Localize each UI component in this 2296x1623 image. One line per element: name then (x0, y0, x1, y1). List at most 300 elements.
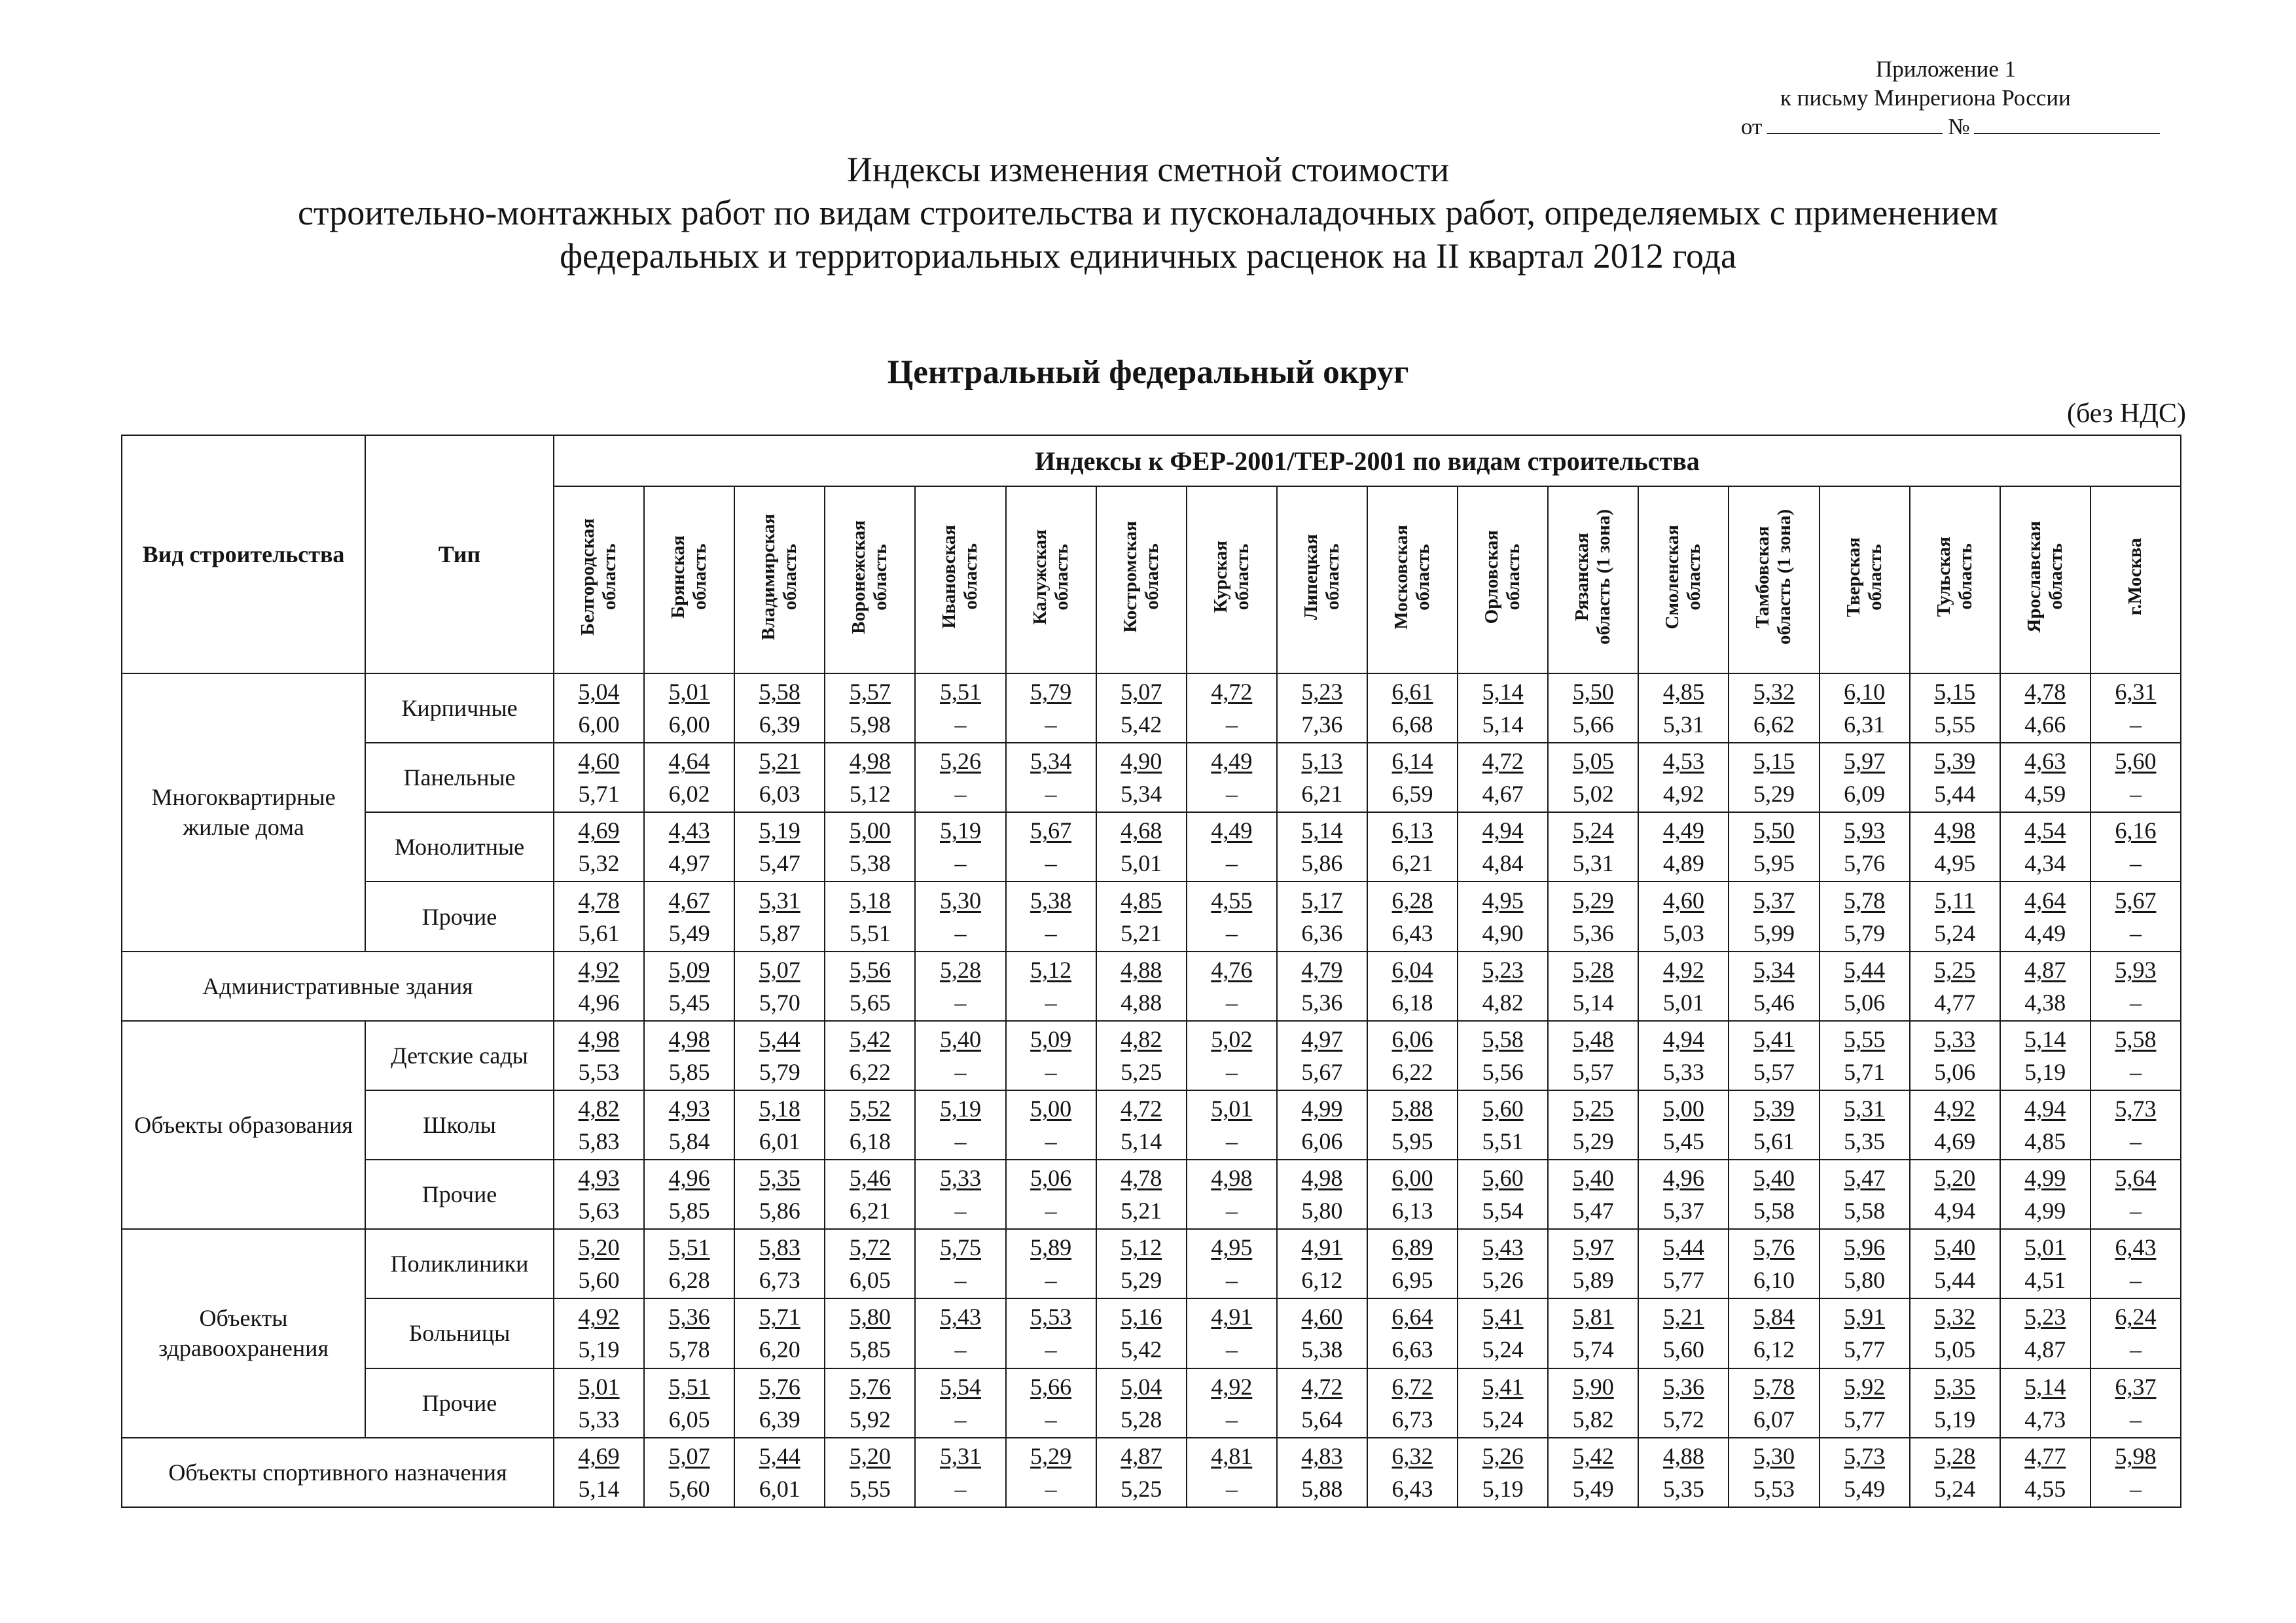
index-cell (825, 673, 915, 743)
table-row (122, 1021, 2181, 1090)
index-value-top: 5,39 (1753, 1096, 1795, 1122)
index-cell (1910, 952, 2000, 1021)
index-cell (1006, 1438, 1096, 1507)
index-value-bottom: 6,22 (1391, 1058, 1433, 1085)
index-value-bottom: 5,29 (1121, 1267, 1162, 1294)
index-cell (644, 743, 734, 812)
index-cell (1729, 1229, 1819, 1298)
index-value-bottom: 6,05 (849, 1267, 891, 1294)
index-value-top: 5,14 (2024, 1373, 2066, 1400)
index-value-top: 5,57 (849, 679, 891, 705)
index-value-bottom: 7,36 (1301, 711, 1343, 738)
index-value-bottom: 4,95 (1934, 850, 1976, 877)
index-value-bottom: 5,25 (1121, 1475, 1162, 1502)
index-value-top: 4,88 (1121, 956, 1162, 983)
region-label: Костромская область (1119, 521, 1162, 633)
index-cell (825, 1368, 915, 1438)
index-value-top: 4,72 (1211, 679, 1253, 705)
index-cell (1006, 1368, 1096, 1438)
index-value-top: 5,24 (1572, 817, 1614, 844)
index-value-bottom: 5,58 (1753, 1198, 1795, 1224)
index-value-top: 5,23 (2024, 1304, 2066, 1330)
index-value-bottom: 5,01 (1662, 989, 1704, 1016)
index-value-top: 4,63 (2024, 748, 2066, 775)
index-cell (825, 882, 915, 951)
index-cell (644, 673, 734, 743)
index-value-bottom: 5,92 (849, 1406, 891, 1433)
index-value-bottom: 6,63 (1391, 1336, 1433, 1363)
index-value-bottom: 5,51 (1482, 1128, 1524, 1155)
document-title: Индексы изменения сметной стоимости (846, 150, 1450, 189)
index-value-top: 4,72 (1301, 1373, 1343, 1400)
index-cell (1910, 1229, 2000, 1298)
index-value-top: 5,20 (1934, 1165, 1976, 1192)
index-value-bottom: 6,12 (1301, 1267, 1343, 1294)
index-value-bottom: 4,38 (2024, 989, 2066, 1016)
index-cell (1187, 812, 1277, 882)
index-value-bottom: – (1045, 1267, 1057, 1294)
region-label: Калужская область (1029, 529, 1072, 625)
index-value-top: 5,00 (1662, 1096, 1704, 1122)
index-value-top: 5,13 (1301, 748, 1343, 775)
index-value-bottom: 5,66 (1572, 711, 1614, 738)
index-value-bottom: – (1225, 850, 1238, 877)
index-value-bottom: 6,39 (759, 1406, 800, 1433)
index-value-bottom: – (954, 1267, 967, 1294)
index-cell (1187, 673, 1277, 743)
index-value-bottom: 5,56 (1482, 1058, 1524, 1085)
region-header (1729, 486, 1819, 673)
index-value-bottom: – (1045, 1336, 1057, 1363)
index-cell (644, 882, 734, 951)
index-value-top: 4,91 (1211, 1304, 1253, 1330)
index-value-bottom: 4,73 (2024, 1406, 2066, 1433)
region-label: Ивановская область (939, 525, 982, 629)
index-value-top: 5,06 (1030, 1165, 1072, 1192)
index-value-bottom: 5,47 (1572, 1198, 1614, 1224)
index-value-top: 5,12 (1030, 956, 1072, 983)
index-cell (1729, 1021, 1819, 1090)
index-cell (1910, 1160, 2000, 1229)
index-value-top: 4,98 (668, 1026, 710, 1052)
index-cell (1458, 1021, 1548, 1090)
index-cell (734, 952, 825, 1021)
index-value-top: 5,58 (1482, 1026, 1524, 1052)
index-value-bottom: – (1045, 1475, 1057, 1502)
index-value-top: 5,60 (1482, 1165, 1524, 1192)
index-value-bottom: 5,63 (578, 1198, 620, 1224)
index-cell (1096, 882, 1187, 951)
index-value-bottom: – (1045, 1406, 1057, 1433)
region-label: г.Москва (2125, 538, 2146, 616)
table-row (122, 1229, 2181, 1298)
index-value-top: 5,25 (1934, 956, 1976, 983)
index-cell (2090, 1298, 2181, 1368)
index-cell (915, 1368, 1005, 1438)
index-cell (915, 1298, 1005, 1368)
index-cell (1096, 1090, 1187, 1160)
index-value-top: 4,87 (1121, 1442, 1162, 1469)
region-label: Владимирская область (758, 513, 801, 641)
index-value-bottom: 5,86 (1301, 850, 1343, 877)
index-value-bottom: – (954, 919, 967, 946)
index-value-top: 4,91 (1301, 1234, 1343, 1261)
index-value-top: 4,64 (2024, 887, 2066, 914)
region-header (1910, 486, 2000, 673)
index-value-top: 5,43 (939, 1304, 981, 1330)
index-cell (2090, 743, 2181, 812)
index-value-top: 5,78 (1753, 1373, 1795, 1400)
index-cell (1367, 1229, 1458, 1298)
index-value-top: 4,49 (1662, 817, 1704, 844)
index-cell (1638, 952, 1729, 1021)
index-cell (1458, 1229, 1548, 1298)
index-value-bottom: 6,59 (1391, 781, 1433, 808)
kind-cell: Объекты спортивного назначения (122, 1438, 554, 1507)
index-value-top: 5,76 (1753, 1234, 1795, 1261)
index-cell (1548, 812, 1638, 882)
index-cell (1458, 743, 1548, 812)
index-value-top: 5,28 (1572, 956, 1614, 983)
index-cell (1006, 673, 1096, 743)
index-value-top: 5,42 (1572, 1442, 1614, 1469)
index-value-bottom: 5,57 (1572, 1058, 1614, 1085)
type-header: Тип (365, 435, 554, 673)
index-value-top: 5,09 (668, 956, 710, 983)
index-value-top: 5,40 (1572, 1165, 1614, 1192)
table-row (122, 1298, 2181, 1368)
index-cell (1910, 812, 2000, 882)
index-value-top: 5,14 (1301, 817, 1343, 844)
index-value-bottom: 5,95 (1391, 1128, 1433, 1155)
index-value-bottom: – (1225, 711, 1238, 738)
index-value-bottom: 6,13 (1391, 1198, 1433, 1224)
number-sign: № (1948, 114, 1970, 139)
index-value-bottom: 5,46 (1753, 989, 1795, 1016)
index-value-top: 4,85 (1121, 887, 1162, 914)
index-cell (1006, 952, 1096, 1021)
index-value-top: 5,29 (1572, 887, 1614, 914)
index-value-top: 4,98 (1934, 817, 1976, 844)
index-value-top: 5,29 (1030, 1442, 1072, 1469)
index-value-top: 5,47 (1844, 1165, 1886, 1192)
index-value-top: 5,01 (668, 679, 710, 705)
index-cell (554, 743, 644, 812)
index-value-top: 5,31 (1844, 1096, 1886, 1122)
index-cell (1548, 1298, 1638, 1368)
index-cell (554, 1160, 644, 1229)
index-value-top: 5,48 (1572, 1026, 1614, 1052)
index-value-bottom: 5,88 (1301, 1475, 1343, 1502)
index-value-top: 5,36 (1662, 1373, 1704, 1400)
date-blank (1767, 113, 1943, 134)
index-value-top: 4,83 (1301, 1442, 1343, 1469)
index-cell (825, 1160, 915, 1229)
index-cell (1548, 1160, 1638, 1229)
index-cell (1277, 1298, 1367, 1368)
index-value-bottom: – (2129, 919, 2142, 946)
index-value-top: 5,67 (2115, 887, 2157, 914)
index-cell (1458, 812, 1548, 882)
index-cell (1367, 812, 1458, 882)
index-value-bottom: 5,36 (1301, 989, 1343, 1016)
region-label: Ярославская область (2023, 521, 2066, 633)
index-cell (2090, 1438, 2181, 1507)
index-value-bottom: 5,70 (759, 989, 800, 1016)
kind-cell: Объекты здравоохранения (122, 1229, 365, 1437)
index-value-bottom: 5,33 (1662, 1058, 1704, 1085)
index-cell (1820, 673, 1910, 743)
index-value-bottom: – (2129, 1406, 2142, 1433)
index-cell (1006, 882, 1096, 951)
index-value-bottom: – (954, 1198, 967, 1224)
index-value-top: 5,32 (1753, 679, 1795, 705)
index-value-top: 6,13 (1391, 817, 1433, 844)
index-value-top: 5,90 (1572, 1373, 1614, 1400)
index-value-bottom: 4,96 (578, 989, 620, 1016)
index-value-bottom: 5,95 (1753, 850, 1795, 877)
index-value-top: 5,19 (939, 1096, 981, 1122)
index-cell (1638, 882, 1729, 951)
index-cell (554, 882, 644, 951)
index-value-top: 5,40 (939, 1026, 981, 1052)
index-cell (1638, 1021, 1729, 1090)
index-value-top: 5,51 (668, 1373, 710, 1400)
index-value-bottom: 5,82 (1572, 1406, 1614, 1433)
index-cell (1548, 743, 1638, 812)
index-value-top: 4,43 (668, 817, 710, 844)
index-cell (1187, 1021, 1277, 1090)
index-value-bottom: 6,28 (668, 1267, 710, 1294)
type-cell: Панельные (365, 743, 554, 812)
index-value-bottom: 4,94 (1934, 1198, 1976, 1224)
index-cell (1910, 1090, 2000, 1160)
index-value-bottom: 5,61 (578, 919, 620, 946)
index-cell (1729, 882, 1819, 951)
index-value-top: 5,02 (1211, 1026, 1253, 1052)
region-header (2090, 486, 2181, 673)
index-cell (1277, 952, 1367, 1021)
index-value-bottom: 5,45 (1662, 1128, 1704, 1155)
index-cell (734, 1368, 825, 1438)
index-cell (2000, 1298, 2090, 1368)
index-value-bottom: 6,22 (849, 1058, 891, 1085)
index-value-top: 4,92 (1934, 1096, 1976, 1122)
index-value-bottom: 5,38 (849, 850, 891, 877)
index-cell (1729, 1438, 1819, 1507)
index-value-bottom: 6,09 (1844, 781, 1886, 808)
index-value-top: 5,46 (849, 1165, 891, 1192)
index-value-top: 5,73 (1844, 1442, 1886, 1469)
type-cell: Школы (365, 1090, 554, 1160)
index-value-bottom: – (1045, 850, 1057, 877)
type-cell: Детские сады (365, 1021, 554, 1090)
index-value-bottom: 4,34 (2024, 850, 2066, 877)
index-value-bottom: 5,78 (668, 1336, 710, 1363)
region-label: Тамбовская область (1 зона) (1752, 508, 1795, 645)
index-cell (2090, 673, 2181, 743)
index-value-bottom: 5,99 (1753, 919, 1795, 946)
index-cell (2000, 743, 2090, 812)
index-cell (1548, 1229, 1638, 1298)
index-cell (1006, 1021, 1096, 1090)
type-cell: Больницы (365, 1298, 554, 1368)
index-value-bottom: 5,58 (1844, 1198, 1886, 1224)
index-cell (1638, 673, 1729, 743)
index-value-top: 5,78 (1844, 887, 1886, 914)
index-value-bottom: 5,36 (1572, 919, 1614, 946)
index-value-bottom: 5,79 (1844, 919, 1886, 946)
index-value-top: 4,60 (578, 748, 620, 775)
index-value-top: 5,23 (1482, 956, 1524, 983)
region-label: Воронежская область (848, 520, 891, 634)
index-cell (1187, 1090, 1277, 1160)
index-cell (1096, 1368, 1187, 1438)
index-value-bottom: 5,51 (849, 919, 891, 946)
index-value-bottom: 5,55 (849, 1475, 891, 1502)
appendix-date-line (1741, 113, 2173, 141)
index-value-top: 5,97 (1844, 748, 1886, 775)
index-cell (1729, 812, 1819, 882)
index-value-top: 5,20 (849, 1442, 891, 1469)
index-cell (734, 1229, 825, 1298)
index-value-bottom: 6,95 (1391, 1267, 1433, 1294)
region-header (1277, 486, 1367, 673)
index-cell (1548, 673, 1638, 743)
index-value-bottom: 6,73 (759, 1267, 800, 1294)
index-cell (554, 673, 644, 743)
index-value-bottom: 5,44 (1934, 781, 1976, 808)
index-cell (915, 1229, 1005, 1298)
index-cell (2090, 882, 2181, 951)
region-header (1458, 486, 1548, 673)
index-value-top: 5,16 (1121, 1304, 1162, 1330)
index-value-top: 5,12 (1121, 1234, 1162, 1261)
index-value-bottom: 5,77 (1662, 1267, 1704, 1294)
index-value-top: 4,60 (1301, 1304, 1343, 1330)
index-cell (1458, 1438, 1548, 1507)
index-cell (554, 1298, 644, 1368)
index-cell (1006, 1298, 1096, 1368)
index-value-top: 5,66 (1030, 1373, 1072, 1400)
region-header (1367, 486, 1458, 673)
index-cell (1096, 1021, 1187, 1090)
index-value-top: 5,38 (1030, 887, 1072, 914)
index-value-bottom: 5,19 (1482, 1475, 1524, 1502)
index-cell (1638, 812, 1729, 882)
index-cell (1096, 812, 1187, 882)
index-value-top: 6,32 (1391, 1442, 1433, 1469)
index-value-bottom: – (2129, 1058, 2142, 1085)
index-value-top: 4,78 (2024, 679, 2066, 705)
index-value-top: 4,93 (668, 1096, 710, 1122)
index-value-bottom: 6,43 (1391, 1475, 1433, 1502)
index-cell (2000, 882, 2090, 951)
index-value-bottom: 5,24 (1934, 919, 1976, 946)
index-value-top: 5,93 (1844, 817, 1886, 844)
index-value-top: 6,16 (2115, 817, 2157, 844)
index-value-top: 4,49 (1211, 748, 1253, 775)
index-cell (825, 1438, 915, 1507)
index-value-top: 5,26 (1482, 1442, 1524, 1469)
index-value-bottom: 5,60 (578, 1267, 620, 1294)
index-value-top: 4,82 (578, 1096, 620, 1122)
index-value-bottom: 5,79 (759, 1058, 800, 1085)
index-cell (734, 743, 825, 812)
index-cell (1729, 1298, 1819, 1368)
region-label: Белгородская область (577, 518, 620, 636)
index-value-top: 5,72 (849, 1234, 891, 1261)
index-value-top: 5,28 (1934, 1442, 1976, 1469)
index-value-top: 5,81 (1572, 1304, 1614, 1330)
index-value-bottom: – (954, 711, 967, 738)
index-cell (644, 1021, 734, 1090)
index-value-bottom: 6,31 (1844, 711, 1886, 738)
index-cell (734, 1298, 825, 1368)
index-cell (1006, 1229, 1096, 1298)
index-value-bottom: 5,45 (668, 989, 710, 1016)
index-cell (2090, 1160, 2181, 1229)
index-value-bottom: – (1225, 1475, 1238, 1502)
index-value-bottom: 4,51 (2024, 1267, 2066, 1294)
index-value-bottom: 5,21 (1121, 919, 1162, 946)
index-cell (554, 1438, 644, 1507)
region-header (644, 486, 734, 673)
index-value-bottom: – (954, 850, 967, 877)
index-value-bottom: 5,29 (1753, 781, 1795, 808)
index-value-top: 5,43 (1482, 1234, 1524, 1261)
index-value-top: 5,00 (849, 817, 891, 844)
index-value-bottom: 6,10 (1753, 1267, 1795, 1294)
index-cell (2090, 1090, 2181, 1160)
index-value-top: 4,79 (1301, 956, 1343, 983)
index-value-top: 5,01 (578, 1373, 620, 1400)
index-cell (1277, 1438, 1367, 1507)
index-cell (1910, 1021, 2000, 1090)
index-cell (1367, 1298, 1458, 1368)
index-value-top: 5,40 (1934, 1234, 1976, 1261)
index-value-bottom: 5,84 (668, 1128, 710, 1155)
index-cell (1729, 952, 1819, 1021)
index-value-top: 5,04 (1121, 1373, 1162, 1400)
index-value-bottom: 5,60 (1662, 1336, 1704, 1363)
index-cell (1096, 952, 1187, 1021)
index-value-bottom: 6,02 (668, 781, 710, 808)
index-cell (554, 952, 644, 1021)
index-cell (1638, 1160, 1729, 1229)
index-cell (915, 1021, 1005, 1090)
index-value-top: 5,19 (759, 817, 800, 844)
index-value-top: 5,04 (578, 679, 620, 705)
index-cell (1548, 882, 1638, 951)
index-value-bottom: 4,84 (1482, 850, 1524, 877)
index-cell (825, 1021, 915, 1090)
index-value-top: 6,00 (1391, 1165, 1433, 1192)
index-value-top: 4,77 (2024, 1442, 2066, 1469)
index-value-bottom: – (1225, 1128, 1238, 1155)
index-cell (1096, 743, 1187, 812)
index-value-bottom: 6,73 (1391, 1406, 1433, 1433)
index-cell (1187, 1368, 1277, 1438)
index-value-top: 5,75 (939, 1234, 981, 1261)
index-value-bottom: 5,14 (1572, 989, 1614, 1016)
index-cell (1548, 1368, 1638, 1438)
index-value-top: 5,80 (849, 1304, 891, 1330)
index-cell (554, 1368, 644, 1438)
index-value-top: 4,97 (1301, 1026, 1343, 1052)
region-label: Рязанская область (1 зона) (1571, 508, 1615, 645)
index-value-top: 4,93 (578, 1165, 620, 1192)
